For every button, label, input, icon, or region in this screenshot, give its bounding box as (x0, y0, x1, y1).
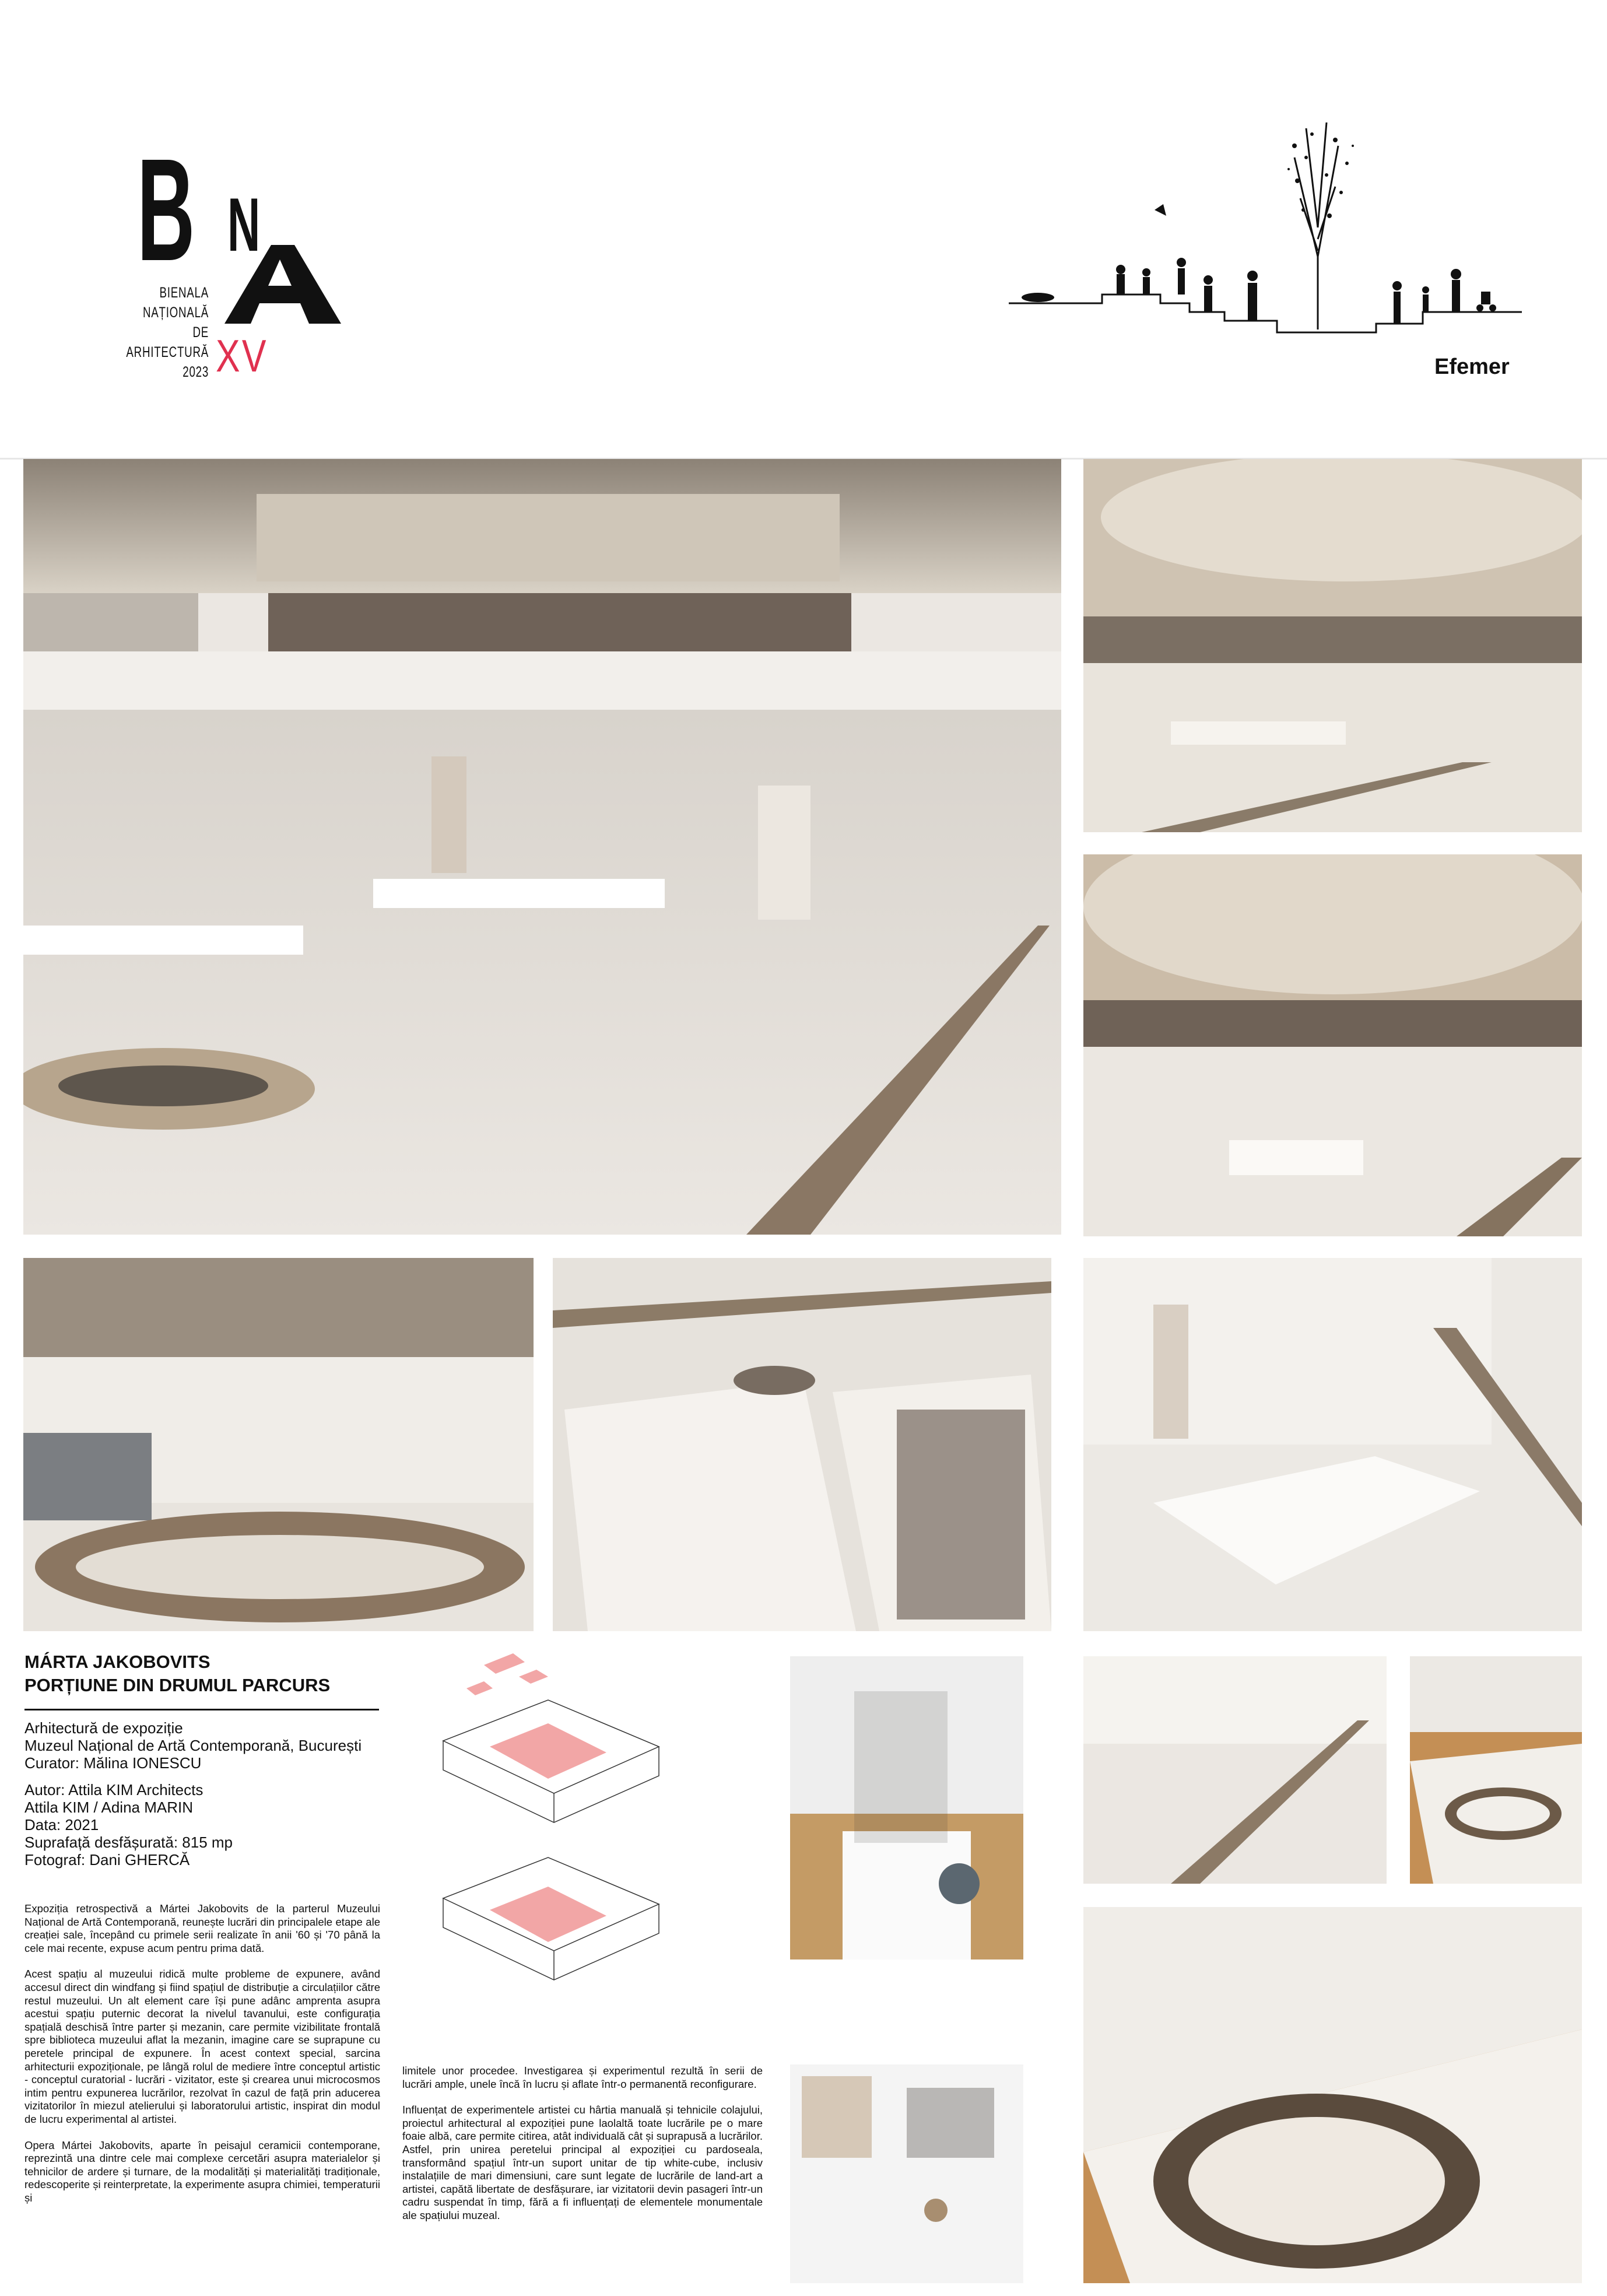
project-title (24, 1650, 330, 1697)
photo-circle-wood-floor (1410, 1656, 1582, 1884)
meta-category: Arhitectură de expoziție (24, 1719, 183, 1737)
paragraph: Influențat de experimentele artistei cu hârtia manuală și tehnicile colajului, proiectul arhitectural al expoziției pune laolaltă toate lucrările pe o mare foaie albă, care permite citirea, atât individuală cât și suprapusă a lucrărilor. Astfel, prin unirea peretelui principal al expoziției cu pardoseala, transformând spațiul într-un suport unitar de tip white-cube, inclusiv instalațiile de mari dimensiuni, care sunt legate de lucrările de land-art a artistei, capătă libertate de desfășurare, iar vizitatorii devin pasageri într-un cadru suspendat în timp, fără a fi influențați de elementele monumentale ale spațiului muzeal. (402, 2104, 763, 2221)
logo-wordmark (118, 283, 209, 382)
title-divider (24, 1709, 379, 1710)
photo-dome-ceiling-view (1083, 854, 1582, 1236)
meta-curator: Curator: Mălina IONESCU (24, 1754, 202, 1772)
logo-line: BIENALA (159, 285, 209, 301)
logo-letter-n: N (227, 182, 261, 267)
theme-label: Efemer (1434, 355, 1510, 379)
logo-line: NAȚIONALĂ (142, 304, 209, 321)
paragraph: Acest spațiu al muzeului ridică multe probleme de expunere, având accesul direct din windfang și fiind spațiul de distribuție a circulațiilor către restul muzeului. Un alt element care își pune adânc amprenta asupra acestui spațiu puternic decorat la nivelul tavanului, este configurația spațială deschisă între parter și mezanin, care permite vizibilitate frontală spre biblioteca muzeului aflat la mezanin, imagine care se suprapune cu peretele principal de expunere. În acest context special, sarcina arhitecturii expoziționale, pe lângă rolul de mediere între conceptul artistic - conceptul curatorial - lucrări - vizitator, este și crearea unui microcosmos intim pentru expunerea lucrărilor, rezolvat în cazul de față prin aducerea vizitatorilor în miezul atelierului și laboratorului artistic, inspirat din modul de lucru experimental al artistei. (24, 1968, 380, 2125)
photo-long-trail-installation (1083, 1656, 1387, 1884)
logo-letter-a (224, 245, 341, 324)
project-meta (24, 1719, 362, 1869)
meta-venue: Muzeul Național de Artă Contemporană, București (24, 1737, 362, 1754)
efemer-silhouette-illustration (1003, 122, 1528, 356)
hero-photo-gallery-hall (23, 459, 1061, 1235)
meta-photographer: Fotograf: Dani GHERCĂ (24, 1851, 190, 1869)
project-title-line1: MÁRTA JAKOBOVITS (24, 1652, 210, 1672)
photo-wall-plinth-corner (1083, 1258, 1582, 1631)
meta-date: Data: 2021 (24, 1816, 99, 1834)
photo-top-view-works-1 (790, 1656, 1023, 1960)
logo-letter-a-text: A (224, 245, 225, 246)
meta-team: Attila KIM / Adina MARIN (24, 1799, 193, 1816)
logo-letter-b: B (137, 128, 194, 291)
meta-author: Autor: Attila KIM Architects (24, 1781, 203, 1799)
photo-gallery-overview (1083, 459, 1582, 832)
photo-large-circle-installation (1083, 1907, 1582, 2283)
photo-top-view-works-2 (790, 2064, 1023, 2283)
logo-line: DE (192, 324, 209, 341)
project-title-line2: PORȚIUNE DIN DRUMUL PARCURS (24, 1675, 331, 1695)
logo-edition: XV (216, 330, 268, 381)
photo-ceramic-works-plinths (553, 1258, 1051, 1631)
description-column-1 (24, 1902, 380, 2217)
logo-line: ARHITECTURĂ (126, 344, 209, 360)
meta-area: Suprafață desfășurată: 815 mp (24, 1834, 233, 1851)
paragraph: Opera Mártei Jakobovits, aparte în peisajul ceramicii contemporane, reprezintă una dintre cele mai complexe cercetări asupra materialelor și tehnicilor de ardere și turnare, de la modalități și materialități tradiționale, redescoperite și reinterpretate, la experimente asupra chimiei, temperaturii și (24, 2139, 380, 2204)
paragraph: limitele unor procedee. Investigarea și experimentul rezultă în serii de lucrări ample, unele încă în lucru și aflate într-o permanentă reconfigurare. (402, 2064, 763, 2090)
paragraph: Expoziția retrospectivă a Mártei Jakobovits de la parterul Muzeului Național de Artă Contemporană, reunește lucrări din principalele etape ale creației sale, începând cu primele serii realizate în anii '60 și '70 până la cele mai recente, expuse acum pentru prima dată. (24, 1902, 380, 1954)
logo-line: 2023 (183, 364, 209, 380)
axonometric-plan-diagram (431, 1653, 671, 2003)
description-column-2 (402, 2064, 763, 2235)
photo-stone-circle-installation (23, 1258, 534, 1631)
